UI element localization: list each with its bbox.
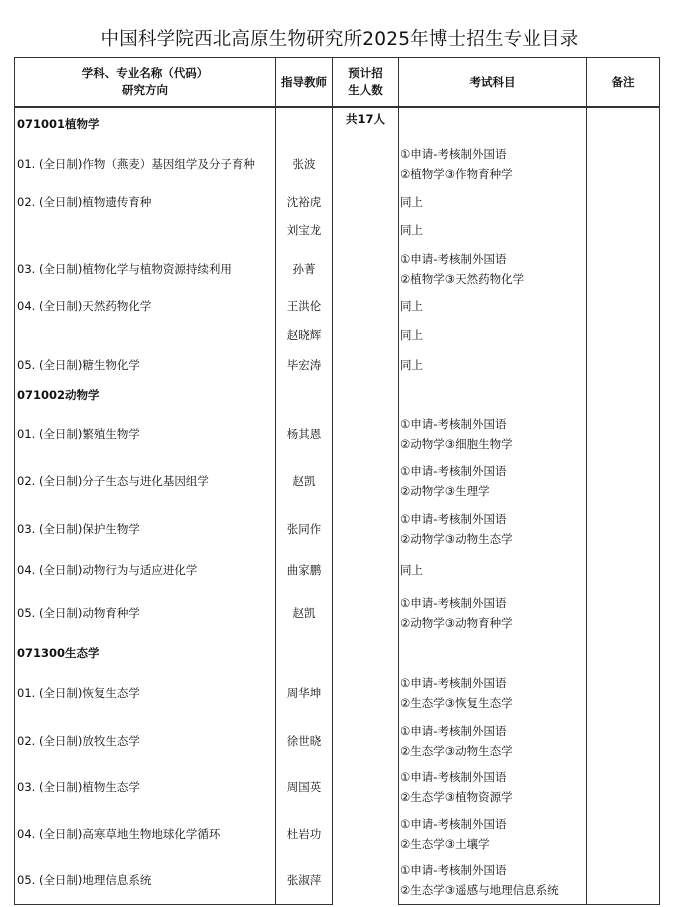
exam-subjects [399,668,587,718]
research-direction: 04. (全日制)天然药物化学 [15,292,276,320]
total-quota: 共17人 [333,107,399,904]
page-title: 中国科学院西北高原生物研究所2025年博士招生专业目录 [100,29,579,50]
supervisor-cell: 周华坤 [276,668,333,718]
remark-cell [587,638,660,668]
supervisor-cell [276,380,333,410]
research-direction: 01. (全日制)作物（燕麦）基因组学及分子育种 [15,140,276,188]
header-remark: 备注 [587,58,660,108]
header-subject-line2: 研究方向 [122,83,168,97]
research-direction: 04. (全日制)动物行为与适应进化学 [15,553,276,587]
research-direction: 04. (全日制)高寒草地生物地球化学循环 [15,811,276,857]
exam-line: ②生态学③动物生态学 [400,743,513,758]
exam-subjects [399,320,587,350]
exam-subjects [399,245,587,292]
exam-line: ②动物学③生理学 [400,484,490,498]
remark-cell [587,410,660,458]
supervisor-cell: 徐世晓 [276,718,333,763]
exam-subjects [399,638,587,668]
exam-line: ①申请-考核制外国语 [400,511,507,526]
supervisor-cell: 赵晓辉 [276,320,333,350]
exam-line: ②动物学③细胞生物学 [400,437,513,451]
remark-cell [587,215,660,245]
research-direction: 02. (全日制)分子生态与进化基因组学 [15,458,276,504]
exam-subjects [399,504,587,553]
remark-cell [587,763,660,811]
remark-cell [587,292,660,320]
major-name: 071001植物学 [15,107,276,140]
supervisor-cell: 张波 [276,140,333,188]
remark-cell [587,811,660,857]
research-direction: 03. (全日制)植物化学与植物资源持续利用 [15,245,276,292]
exam-line: ①申请-考核制外国语 [400,251,507,266]
research-direction: 05. (全日制)地理信息系统 [15,857,276,904]
exam-line: ②生态学③植物资源学 [400,790,513,804]
exam-subjects [399,763,587,811]
exam-line: ②动物学③动物生态学 [400,531,513,546]
remark-cell [587,140,660,188]
supervisor-cell: 沈裕虎 [276,188,333,215]
exam-subjects [399,140,587,188]
research-direction: 05. (全日制)动物育种学 [15,587,276,638]
exam-subjects [399,718,587,763]
research-direction: 01. (全日制)繁殖生物学 [15,410,276,458]
exam-line: ①申请-考核制外国语 [400,770,507,784]
research-direction: 03. (全日制)植物生态学 [15,763,276,811]
exam-line: 同上 [400,223,423,237]
remark-cell [587,245,660,292]
exam-line: 同上 [400,358,423,372]
table-body [15,107,660,904]
supervisor-cell: 赵凯 [276,587,333,638]
research-direction: 02. (全日制)植物遗传育种 [15,188,276,215]
supervisor-cell [276,638,333,668]
supervisor-cell: 孙菁 [276,245,333,292]
major-name: 071300生态学 [15,638,276,668]
supervisor-cell: 杜岩功 [276,811,333,857]
exam-line: 同上 [400,194,423,209]
exam-line: ①申请-考核制外国语 [400,676,507,690]
remark-cell [587,350,660,380]
exam-line: ②生态学③恢复生态学 [400,696,513,710]
supervisor-cell: 周国英 [276,763,333,811]
supervisor-cell: 刘宝龙 [276,215,333,245]
supervisor-cell: 张同作 [276,504,333,553]
supervisor-cell: 赵凯 [276,458,333,504]
exam-subjects [399,458,587,504]
remark-cell [587,718,660,763]
remark-cell [587,380,660,410]
remark-cell [587,107,660,140]
exam-subjects [399,587,587,638]
header-quota-line2: 生人数 [348,83,383,97]
research-direction: 01. (全日制)恢复生态学 [15,668,276,718]
major-name: 071002动物学 [15,380,276,410]
exam-subjects [399,292,587,320]
supervisor-cell: 曲家鹏 [276,553,333,587]
remark-cell [587,553,660,587]
header-quota [333,58,399,108]
exam-line: 同上 [400,328,423,342]
program-catalog-table [14,57,660,905]
exam-subjects [399,857,587,904]
supervisor-cell: 张淑萍 [276,857,333,904]
exam-line: 同上 [400,299,423,313]
exam-line: ②植物学③作物育种学 [400,167,513,181]
research-direction [15,320,276,350]
exam-line: 同上 [400,563,423,577]
remark-cell [587,320,660,350]
exam-line: ①申请-考核制外国语 [400,417,507,431]
exam-line: ②生态学③遥感与地理信息系统 [400,883,559,898]
exam-subjects [399,811,587,857]
remark-cell [587,587,660,638]
exam-line: ①申请-考核制外国语 [400,723,507,738]
remark-cell [587,188,660,215]
remark-cell [587,668,660,718]
exam-line: ②动物学③动物育种学 [400,615,513,630]
exam-line: ①申请-考核制外国语 [400,147,507,161]
exam-subjects [399,380,587,410]
research-direction: 03. (全日制)保护生物学 [15,504,276,553]
exam-subjects [399,215,587,245]
exam-line: ②植物学③天然药物化学 [400,271,525,286]
remark-cell [587,504,660,553]
exam-line: ①申请-考核制外国语 [400,595,507,610]
exam-line: ①申请-考核制外国语 [400,817,507,831]
major-row [15,107,660,140]
exam-line: ①申请-考核制外国语 [400,464,507,478]
header-exam: 考试科目 [399,58,587,108]
header-subject-line1: 学科、专业名称（代码） [81,66,209,80]
research-direction: 05. (全日制)糖生物化学 [15,350,276,380]
exam-subjects [399,350,587,380]
supervisor-cell [276,107,333,140]
remark-cell [587,458,660,504]
supervisor-cell: 杨其恩 [276,410,333,458]
header-subject [15,58,276,108]
table-header-row [15,58,660,108]
exam-line: ①申请-考核制外国语 [400,863,507,878]
remark-cell [587,857,660,904]
research-direction: 02. (全日制)放牧生态学 [15,718,276,763]
supervisor-cell: 毕宏涛 [276,350,333,380]
exam-subjects [399,188,587,215]
supervisor-cell: 王洪伦 [276,292,333,320]
exam-line: ②生态学③土壤学 [400,837,490,851]
exam-subjects [399,553,587,587]
header-quota-line1: 预计招 [348,66,383,80]
header-supervisor: 指导教师 [276,58,333,108]
exam-subjects [399,107,587,140]
research-direction [15,215,276,245]
exam-subjects [399,410,587,458]
